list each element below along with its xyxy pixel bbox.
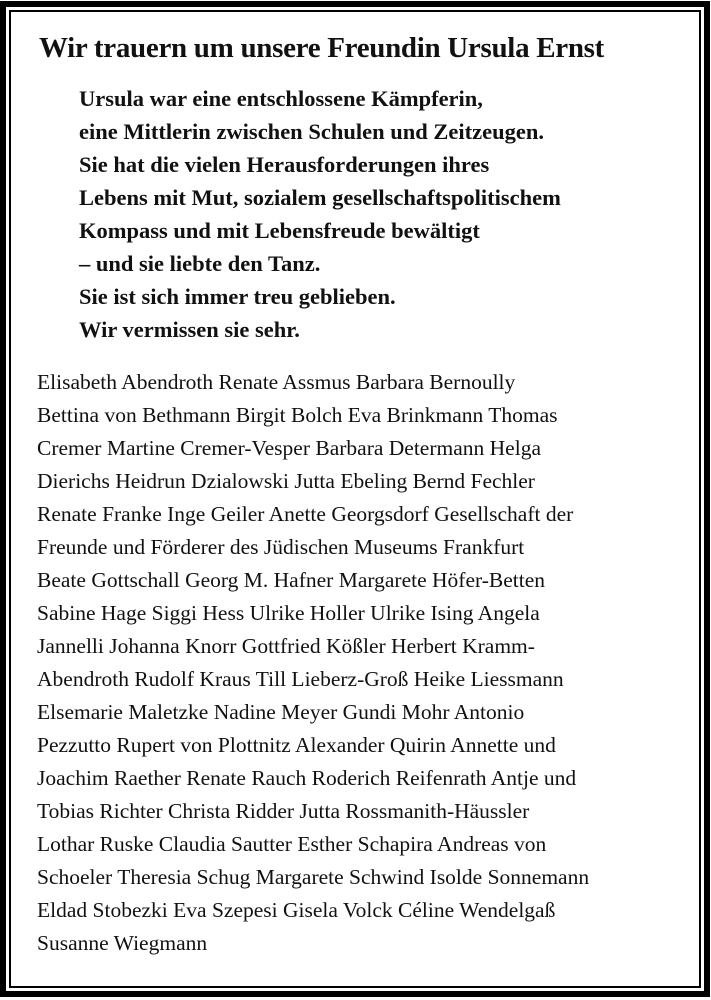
- mourners-line: Joachim Raether Renate Rauch Roderich Reifenrath Antje und: [37, 766, 577, 790]
- tribute-line: Sie hat die vielen Herausforderungen ihres: [79, 152, 490, 177]
- mourners-line: Susanne Wiegmann: [37, 931, 208, 955]
- mourners-line: Tobias Richter Christa Ridder Jutta Rossmanith-Häussler: [37, 799, 530, 823]
- mourners-line: Sabine Hage Siggi Hess Ulrike Holler Ulrike Ising Angela: [37, 601, 540, 625]
- notice-outer-border: [0, 1, 710, 997]
- tribute-line: Kompass und mit Lebensfreude bewältigt: [79, 218, 480, 243]
- tribute-line: Sie ist sich immer treu geblieben.: [79, 284, 396, 309]
- mourners-line: Renate Franke Inge Geiler Anette Georgsdorf Gesellschaft der: [37, 502, 574, 526]
- mourners-line: Beate Gottschall Georg M. Hafner Margarete Höfer-Betten: [37, 568, 546, 592]
- mourners-line: Cremer Martine Cremer-Vesper Barbara Determann Helga: [37, 436, 541, 460]
- notice-title: Wir trauern um unsere Freundin Ursula Ernst: [39, 32, 605, 64]
- mourners-line: Schoeler Theresia Schug Margarete Schwind Isolde Sonnemann: [37, 865, 590, 889]
- mourners-list: [37, 366, 681, 960]
- mourners-line: Bettina von Bethmann Birgit Bolch Eva Brinkmann Thomas: [37, 403, 558, 427]
- tribute-line: Wir vermissen sie sehr.: [79, 317, 300, 342]
- tribute-line: Lebens mit Mut, sozialem gesellschaftspolitischem: [79, 185, 561, 210]
- mourners-line: Dierichs Heidrun Dzialowski Jutta Ebeling Bernd Fechler: [37, 469, 535, 493]
- tribute-line: Ursula war eine entschlossene Kämpferin,: [79, 86, 483, 111]
- mourners-line: Elsemarie Maletzke Nadine Meyer Gundi Mohr Antonio: [37, 700, 525, 724]
- mourners-line: Freunde und Förderer des Jüdischen Museums Frankfurt: [37, 535, 525, 559]
- mourners-line: Elisabeth Abendroth Renate Assmus Barbara Bernoully: [37, 370, 516, 394]
- mourners-line: Pezzutto Rupert von Plottnitz Alexander Quirin Annette und: [37, 733, 556, 757]
- notice-inner-border: [9, 10, 701, 988]
- tribute-line: eine Mittlerin zwischen Schulen und Zeitzeugen.: [79, 119, 544, 144]
- tribute-line: – und sie liebte den Tanz.: [79, 251, 321, 276]
- mourners-line: Eldad Stobezki Eva Szepesi Gisela Volck Céline Wendelgaß: [37, 898, 556, 922]
- mourners-line: Lothar Ruske Claudia Sautter Esther Schapira Andreas von: [37, 832, 547, 856]
- tribute-text: [79, 82, 681, 346]
- mourners-line: Jannelli Johanna Knorr Gottfried Kößler Herbert Kramm-: [37, 634, 535, 658]
- mourners-line: Abendroth Rudolf Kraus Till Lieberz-Groß Heike Liessmann: [37, 667, 564, 691]
